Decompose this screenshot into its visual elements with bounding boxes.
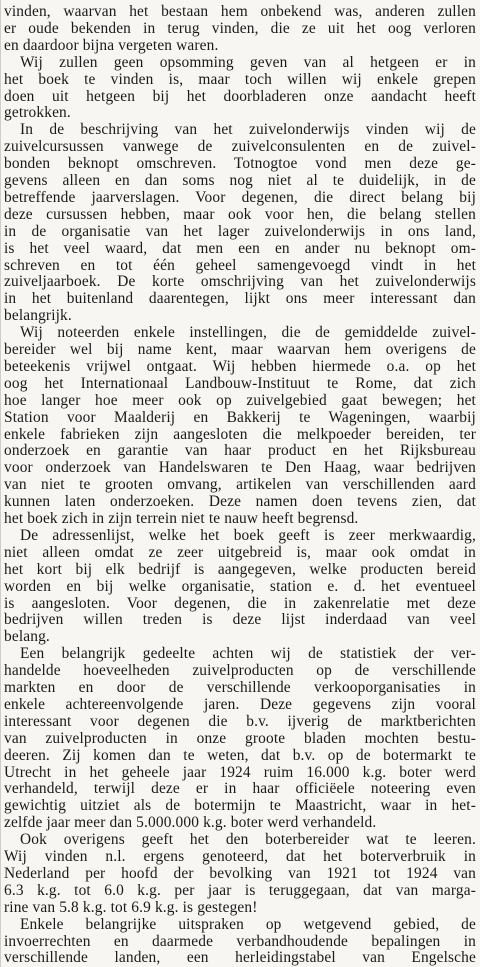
text-line: gevens alleen en dan soms nog niet al te duidelijk, in de — [4, 173, 476, 189]
text-line: getrokken. — [4, 105, 71, 122]
text-line: Enkele belangrijke uitspraken op wetgevend gebied, de — [20, 916, 476, 933]
text-line: kunnen laten onderzoeken. Deze namen doen tevens zien, dat — [4, 494, 476, 511]
text-line: 6.3 k.g. tot 6.0 k.g. per jaar is teruggegaan, dat van marga- — [4, 882, 476, 899]
text-line: in de organisatie van het lager zuivelonderwijs in ons land, — [4, 223, 476, 240]
text-line: rine van 5.8 k.g. tot 6.9 k.g. is gestegen! — [4, 899, 258, 916]
text-line: bedrijven willen treden is deze lijst inderdaad van veel — [4, 612, 476, 629]
text-line: is het veel waard, dat men een en ander nu beknopt om- — [4, 240, 476, 257]
text-line: verhandeld, terwijl deze er in haar officiëele noteering even — [4, 781, 476, 798]
text-line: Een belangrijk gedeelte achten wij de statistiek der ver- — [20, 646, 476, 663]
text-line: invoerrechten en daarmede verbandhoudende bepalingen in — [4, 933, 476, 950]
text-line: vinden, waarvan het bestaan hem onbekend was, anderen zullen — [4, 4, 476, 20]
text-line: in het buitenland daarentegen, lijkt ons meer interessant dan — [4, 291, 476, 308]
text-line: interessant voor degenen die b.v. ijverig de marktberichten — [4, 713, 476, 730]
text-line: deeren. Zij komen dan te weten, dat b.v. op de botermarkt te — [4, 747, 476, 764]
text-line: zuivelcursussen vanwege de zuivelconsulenten en de zuivel- — [4, 139, 476, 156]
text-line: en daardoor bijna vergeten waren. — [4, 37, 219, 54]
text-line: er oude bekenden in terug vinden, die ze uit het oog verloren — [4, 20, 476, 37]
text-line: zelfde jaar meer dan 5.000.000 k.g. boter werd verhandeld. — [4, 815, 377, 832]
text-line: enkele achtereenvolgende jaren. Deze gegevens zijn vooral — [4, 696, 476, 713]
text-line: In de beschrijving van het zuivelonderwijs vinden wij de — [20, 122, 476, 139]
text-line: markten en door de verschillende verkooporganisaties in — [4, 680, 476, 696]
text-line: hoe langer hoe meer ook op zuivelgebied gaat bewegen; het — [4, 392, 476, 409]
text-line: schreven en tot één geheel samengevoegd vindt in het — [4, 257, 476, 274]
text-line: het kort bij elk bedrijf is aangegeven, welke producten bereid — [4, 561, 476, 578]
page-edge-rule — [0, 0, 1, 967]
text-line: doen uit hetgeen bij het doorbladeren onze aandacht heeft — [4, 88, 476, 105]
text-line: enkele fabrieken zijn aangesloten die melkpoeder bereiden, ter — [4, 426, 476, 443]
text-line: het boek zich in zijn terrein niet te nauw heeft begrensd. — [4, 511, 359, 527]
text-line: betreffende jaarverslagen. Voor degenen, die direct belang bij — [4, 189, 476, 206]
text-line: onderzoek en garantie van haar product en het Rijksbureau — [4, 443, 476, 460]
text-line: van zuivelproducten in onze groote bladen mochten bestu- — [4, 730, 476, 747]
text-line: Wij vinden n.l. ergens genoteerd, dat het boterverbruik in — [4, 849, 476, 865]
text-line: zuiveljaarboek. De korte omschrijving van het zuivelonderwijs — [4, 274, 476, 291]
text-line: deze cursussen hebben, maar ook voor hen, die belang stellen — [4, 206, 476, 223]
text-line: het boek te vinden is, maar toch willen wij enkele grepen — [4, 71, 476, 88]
text-line: gewichtig uitziet als de botermijn te Maastricht, waar in het- — [4, 798, 476, 815]
text-line: bereider wel bij name kent, maar waarvan hem overigens de — [4, 342, 476, 358]
text-line: handelde hoeveelheden zuivelproducten op de verschillende — [4, 663, 476, 680]
text-line: Ook overigens geeft het den boterbereider wat te leeren. — [20, 832, 476, 849]
text-line: Wij zullen geen opsomming geven van al hetgeen er in — [20, 54, 476, 71]
text-line: Station voor Maalderij en Bakkerij te Wageningen, waarbij — [4, 409, 476, 426]
text-line: belang. — [4, 629, 50, 646]
text-line: oog het Internationaal Landbouw-Instituut te Rome, dat zich — [4, 375, 476, 392]
text-line: De adressenlijst, welke het boek geeft is zeer merkwaardig, — [20, 527, 476, 544]
text-line: niet alleen omdat ze zeer uitgebreid is, maar ook omdat in — [4, 544, 476, 561]
text-line: Wij noteerden enkele instellingen, die de gemiddelde zuivel- — [20, 325, 476, 342]
text-line: beteekenis vrijwel ontgaat. Wij hebben hiermede o.a. op het — [4, 358, 476, 375]
text-line: Nederland per hoofd der bevolking van 1921 tot 1924 van — [4, 865, 476, 882]
text-line: verschillende landen, een herleidingstabel van Engelsche — [4, 950, 476, 967]
text-line: worden en bij welke organisatie, station e. d. het eventueel — [4, 578, 476, 595]
text-line: belangrijk. — [4, 308, 72, 325]
text-line: voor onderzoek van Handelswaren te Den Haag, waar bedrijven — [4, 460, 476, 477]
text-line: is aangesloten. Voor degenen, die in zakenrelatie met deze — [4, 595, 476, 612]
text-line: Utrecht in het geheele jaar 1924 ruim 16.000 k.g. boter werd — [4, 764, 476, 781]
text-line: bonden beknopt omschreven. Totnogtoe vond men deze ge- — [4, 156, 476, 173]
text-line: van niet te grooten omvang, artikelen van verschillenden aard — [4, 477, 476, 494]
